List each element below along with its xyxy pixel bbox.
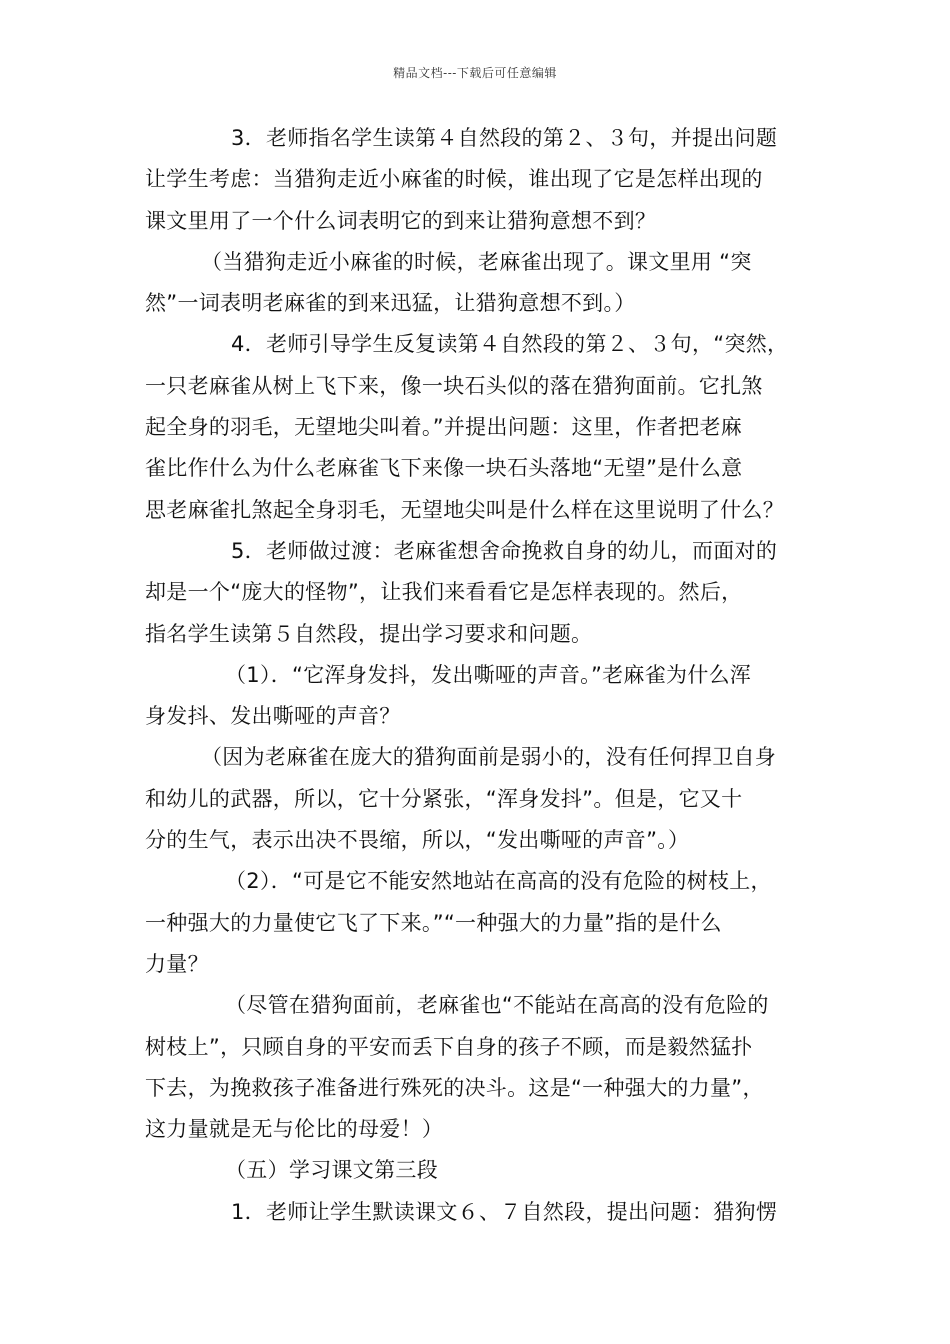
paragraph-line: 4．老师引导学生反复读第４自然段的第２、３句，“突然，: [231, 332, 789, 357]
paragraph-line: 一只老麻雀从树上飞下来，像一块石头似的落在猎狗面前。它扎煞: [145, 373, 763, 398]
paragraph-line: （2）．“可是它不能安然地站在高高的没有危险的树枝上，: [225, 869, 772, 894]
paragraph-line: 起全身的羽毛，无望地尖叫着。”并提出问题：这里，作者把老麻: [145, 415, 743, 440]
paragraph-line: （当猎狗走近小麻雀的时候，老麻雀出现了。课文里用 “突: [201, 249, 752, 274]
paragraph-line: 课文里用了一个什么词表明它的到来让猎狗意想不到？: [145, 208, 657, 233]
paragraph-line: 雀比作什么为什么老麻雀飞下来像一块石头落地“无望”是什么意: [145, 456, 743, 481]
paragraph-line: 力量？: [145, 951, 209, 976]
paragraph-line: （尽管在猎狗面前，老麻雀也“不能站在高高的没有危险的: [225, 993, 769, 1018]
paragraph-line: 1．老师让学生默读课文６、７自然段，提出问题：猎狗愣: [231, 1199, 778, 1224]
paragraph-line: 指名学生读第５自然段，提出学习要求和问题。: [145, 621, 593, 646]
paragraph-line: 让学生考虑：当猎狗走近小麻雀的时候，谁出现了它是怎样出现的: [145, 167, 763, 192]
paragraph-line: 3．老师指名学生读第４自然段的第２、３句，并提出问题: [231, 126, 778, 150]
paragraph-line: 下去，为挽救孩子准备进行殊死的决斗。这是“一种强大的力量”，: [145, 1075, 764, 1100]
paragraph-line: 却是一个“庞大的怪物”，让我们来看看它是怎样表现的。然后，: [145, 580, 743, 605]
document-body: [145, 118, 810, 1233]
paragraph-line: 这力量就是无与伦比的母爱！）: [145, 1117, 444, 1142]
paragraph-line: 分的生气，表示出决不畏缩，所以，“发出嘶哑的声音”。）: [145, 828, 690, 853]
paragraph-line: 然”一词表明老麻雀的到来迅猛，让猎狗意想不到。）: [145, 291, 636, 316]
paragraph-line: 身发抖、发出嘶哑的声音？: [145, 704, 401, 729]
page-header: 精品文档---下载后可任意编辑: [393, 66, 557, 80]
paragraph-line: 一种强大的力量使它飞了下来。”“一种强大的力量”指的是什么: [145, 910, 722, 935]
paragraph-line: （因为老麻雀在庞大的猎狗面前是弱小的，没有任何捍卫自身: [201, 745, 777, 770]
paragraph-line: 5．老师做过渡：老麻雀想舍命挽救自身的幼儿，而面对的: [231, 538, 778, 563]
paragraph-line: （1）．“它浑身发抖，发出嘶哑的声音。”老麻雀为什么浑: [225, 662, 752, 687]
section-heading: （五）学习课文第三段: [225, 1158, 438, 1183]
paragraph-line: 树枝上”，只顾自身的平安而丢下自身的孩子不顾，而是毅然猛扑: [145, 1034, 753, 1059]
paragraph-line: 思老麻雀扎煞起全身羽毛，无望地尖叫是什么样在这里说明了什么？: [145, 497, 784, 522]
paragraph-line: 和幼儿的武器，所以，它十分紧张，“浑身发抖”。但是，它又十: [145, 786, 743, 811]
